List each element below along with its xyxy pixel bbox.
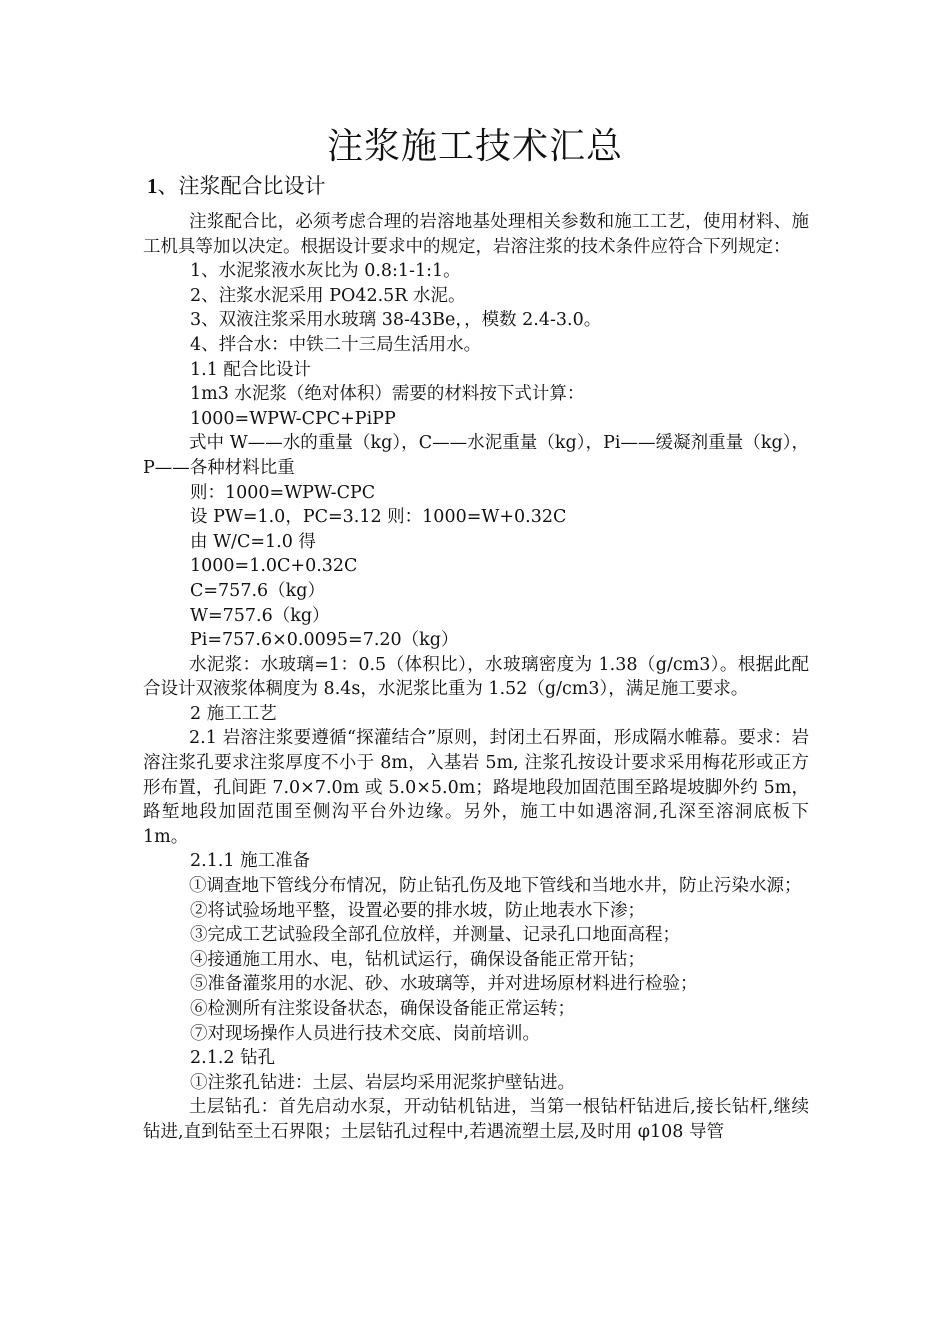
section-title: 、注浆配合比设计 xyxy=(157,174,326,198)
body-line: ②将试验场地平整，设置必要的排水坡，防止地表水下渗； xyxy=(190,900,645,921)
body-paragraph: 水泥浆：水玻璃=1：0.5（体积比），水玻璃密度为 1.38（g/cm3）。根据此配合设计双液浆体稠度为 8.4s，水泥浆比重为 1.52（g/cm3），满足施工要求。 xyxy=(143,654,809,700)
body-line: 2、注浆水泥采用 PO42.5R 水泥。 xyxy=(190,285,466,306)
body-line: ①注浆孔钻进：土层、岩层均采用泥浆护壁钻进。 xyxy=(190,1072,575,1093)
body-line: 设 PW=1.0，PC=3.12 则：1000=W+0.32C xyxy=(190,507,567,528)
document-title: 注浆施工技术汇总 xyxy=(326,126,623,168)
body-line: 2 施工工艺 xyxy=(190,703,277,724)
body-line: 由 W/C=1.0 得 xyxy=(190,531,316,552)
body-line: 2.1.2 钻孔 xyxy=(190,1048,276,1069)
body-line: W=757.6（kg） xyxy=(190,605,330,626)
body-paragraph: 注浆配合比，必须考虑合理的岩溶地基处理相关参数和施工工艺，使用材料、施工机具等加以决定。根据设计要求中的规定，岩溶注浆的技术条件应符合下列规定： xyxy=(143,212,809,257)
section-number: 1 xyxy=(147,174,158,198)
body-paragraph: 式中 W——水的重量（kg），C——水泥重量（kg），Pi——缓凝剂重量（kg），P——各种材料比重 xyxy=(143,433,809,478)
body-line: ⑦对现场操作人员进行技术交底、岗前培训。 xyxy=(190,1023,540,1044)
body-line: ⑥检测所有注浆设备状态，确保设备能正常运转； xyxy=(190,999,575,1019)
body-line: 4、拌合水：中铁二十三局生活用水。 xyxy=(190,334,482,355)
body-line: Pi=757.6×0.0095=7.20（kg） xyxy=(190,630,459,651)
body-line: ⑤准备灌浆用的水泥、砂、水玻璃等，并对进场原材料进行检验； xyxy=(190,974,698,995)
body-line: 3、双液注浆采用水玻璃 38-43Be，，模数 2.4-3.0。 xyxy=(190,310,602,331)
body-line: 2.1.1 施工准备 xyxy=(190,851,311,872)
body-line: ④接通施工用水、电，钻机试运行，确保设备能正常开钻； xyxy=(190,949,645,970)
document-body xyxy=(143,210,809,1145)
body-line: 1、水泥浆液水灰比为 0.8:1-1:1。 xyxy=(190,261,461,282)
body-paragraph: ①调查地下管线分布情况，防止钻孔伤及地下管线和当地水井，防止污染水源； xyxy=(189,876,802,897)
body-line: 1.1 配合比设计 xyxy=(190,359,311,380)
body-line: C=757.6（kg） xyxy=(190,580,325,601)
body-line: 则：1000=WPW-CPC xyxy=(190,482,376,503)
body-line: ③完成工艺试验段全部孔位放样，并测量、记录孔口地面高程； xyxy=(190,925,680,946)
body-paragraph: 土层钻孔：首先启动水泵，开动钻机钻进，当第一根钻杆钻进后,接长钻杆,继续钻进,直到钻至土石界限；土层钻孔过程中,若遇流塑土层,及时用 φ108 导管 xyxy=(143,1097,809,1142)
body-line: 1m3 水泥浆（绝对体积）需要的材料按下式计算： xyxy=(190,384,585,405)
body-line: 1000=1.0C+0.32C xyxy=(190,556,358,577)
section-heading xyxy=(147,172,326,200)
body-paragraph: 2.1 岩溶注浆要遵循“探灌结合”原则，封闭土石界面，形成隔水帷幕。要求：岩溶注浆孔要求注浆厚度不小于 8m，入基岩 5m, 注浆孔按设计要求采用梅花形或正方形布置，孔间距 7.0×7.0m 或 5.0×5.0m；路堤地段加固范围至路堤坡脚外约 5m，路堑地段加固范围至侧沟平台外边缘。另外，施工中如遇溶洞,孔深至溶洞底板下 1m。 xyxy=(143,728,809,847)
body-line: 1000=WPW-CPC+PiPP xyxy=(190,408,396,429)
